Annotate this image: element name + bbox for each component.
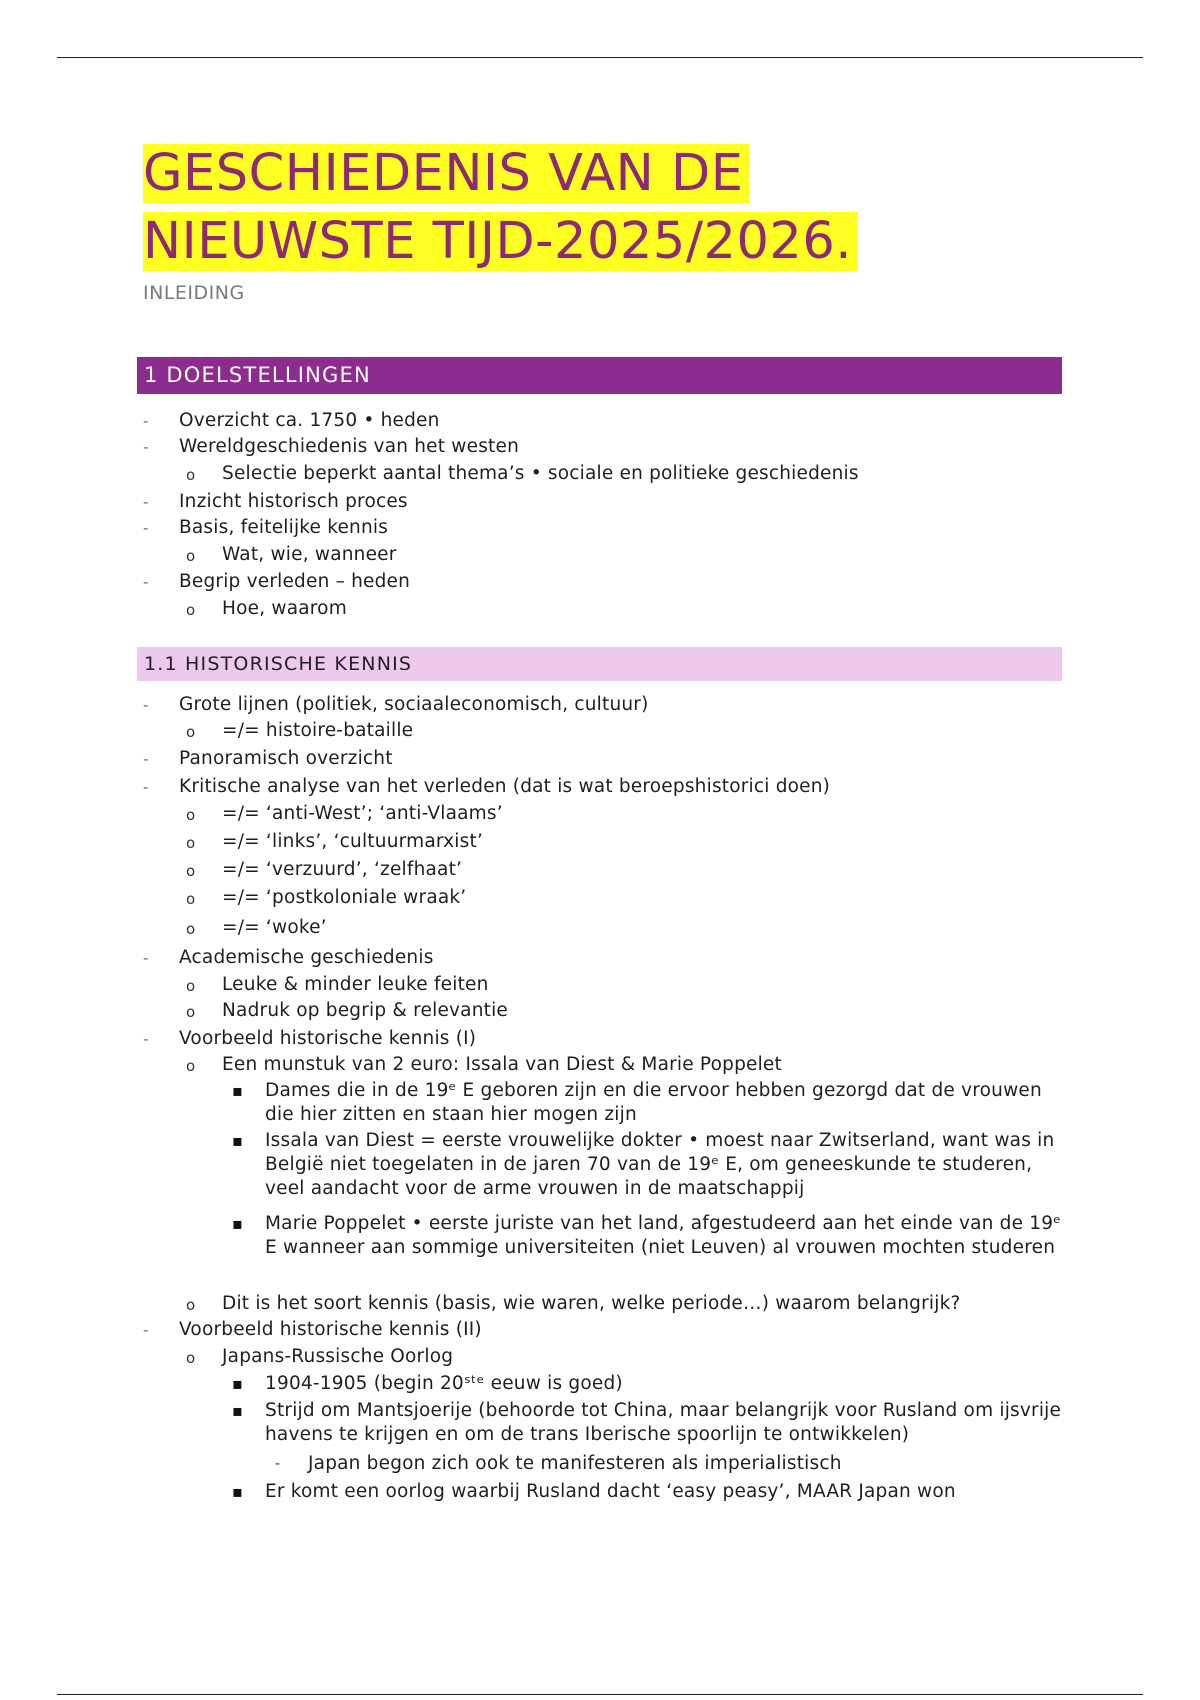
document-title xyxy=(143,140,858,276)
bullet-marker: o xyxy=(186,806,196,824)
bullet-marker: - xyxy=(143,519,149,537)
top-rule xyxy=(57,57,1143,58)
bullet-marker: ▪ xyxy=(232,1131,244,1150)
list-item: - Grote lijnen (politiek, sociaaleconomisch, cultuur) xyxy=(143,694,649,715)
list-item: o Een munstuk van 2 euro: Issala van Diest & Marie Poppelet xyxy=(222,1053,782,1077)
section-heading-historische-kennis: 1.1 HISTORISCHE KENNIS xyxy=(137,647,1062,681)
list-item: - Kritische analyse van het verleden (dat is wat beroepshistorici doen) xyxy=(143,776,831,797)
bullet-marker: - xyxy=(143,1321,149,1339)
list-item: ▪ Er komt een oorlog waarbij Rusland dacht ‘easy peasy’, MAAR Japan won xyxy=(232,1481,956,1502)
bullet-marker: o xyxy=(186,920,196,938)
bullet-marker: - xyxy=(143,949,149,967)
list-item: o =/= ‘verzuurd’, ‘zelfhaat’ xyxy=(222,858,462,882)
list-item: o =/= ‘woke’ xyxy=(222,916,327,940)
list-item: - Wereldgeschiedenis van het westen xyxy=(143,436,519,457)
bullet-marker: - xyxy=(143,778,149,796)
bullet-marker: o xyxy=(186,723,196,741)
list-item: ▪ Dames die in de 19ᵉ E geboren zijn en die ervoor hebben gezorgd dat de vrouwen die hier zitten en staan hier mogen zijn xyxy=(232,1080,1042,1125)
list-item: o Japans-Russische Oorlog xyxy=(222,1345,453,1369)
list-item: o Hoe, waarom xyxy=(222,597,347,621)
list-item: o Nadruk op begrip & relevantie xyxy=(222,999,508,1023)
section-heading-doelstellingen: 1 DOELSTELLINGEN xyxy=(137,357,1062,394)
title-line-2: NIEUWSTE TIJD-2025/2026. xyxy=(143,212,858,271)
list-item: - Voorbeeld historische kennis (II) xyxy=(143,1319,482,1340)
bullet-marker: o xyxy=(186,1057,196,1075)
list-item: - Japan begon zich ook te manifesteren als imperialistisch xyxy=(275,1453,842,1474)
list-item: ▪ Marie Poppelet • eerste juriste van het land, afgestudeerd aan het einde van de 19ᵉ E wanneer aan sommige universiteiten (niet Leuven) al vrouwen mochten studeren xyxy=(232,1213,1062,1258)
list-item: ▪ Strijd om Mantsjoerije (behoorde tot China, maar belangrijk voor Rusland om ijsvrije havens te krijgen en om de trans Iberische spoorlijn te ontwikkelen) xyxy=(232,1400,1062,1445)
bullet-marker: ▪ xyxy=(232,1374,244,1393)
bullet-marker: ▪ xyxy=(232,1401,244,1420)
list-item: - Begrip verleden – heden xyxy=(143,571,411,592)
bullet-marker: o xyxy=(186,977,196,995)
list-item: o Selectie beperkt aantal thema’s • sociale en politieke geschiedenis xyxy=(222,462,859,486)
bullet-marker: ▪ xyxy=(232,1081,244,1100)
list-item: o =/= ‘postkoloniale wraak’ xyxy=(222,886,466,910)
bottom-rule xyxy=(57,1694,1143,1695)
bullet-marker: o xyxy=(186,890,196,908)
bullet-marker: o xyxy=(186,862,196,880)
list-item: - Voorbeeld historische kennis (I) xyxy=(143,1028,477,1049)
bullet-marker: - xyxy=(143,696,149,714)
bullet-marker: - xyxy=(143,750,149,768)
bullet-marker: o xyxy=(186,1349,196,1367)
list-item: - Overzicht ca. 1750 • heden xyxy=(143,410,440,431)
list-item: o Leuke & minder leuke feiten xyxy=(222,973,489,997)
list-item: o =/= ‘anti-West’; ‘anti-Vlaams’ xyxy=(222,802,503,826)
bullet-marker: o xyxy=(186,1296,196,1314)
list-item: - Academische geschiedenis xyxy=(143,947,434,968)
bullet-marker: o xyxy=(186,834,196,852)
bullet-marker: - xyxy=(143,493,149,511)
list-item: o Wat, wie, wanneer xyxy=(222,543,397,567)
list-item: - Basis, feitelijke kennis xyxy=(143,517,389,538)
list-item: - Panoramisch overzicht xyxy=(143,748,393,769)
title-line-1: GESCHIEDENIS VAN DE xyxy=(143,144,749,203)
bullet-marker: o xyxy=(186,466,196,484)
bullet-marker: - xyxy=(143,412,149,430)
bullet-marker: ▪ xyxy=(232,1482,244,1501)
list-item: o =/= ‘links’, ‘cultuurmarxist’ xyxy=(222,830,483,854)
list-item: ▪ Issala van Diest = eerste vrouwelijke dokter • moest naar Zwitserland, want was in België niet toegelaten in de jaren 70 van de 19ᵉ E, om geneeskunde te studeren, veel aandacht voor de arme vrouwen in de maatschappij xyxy=(232,1130,1055,1199)
bullet-marker: - xyxy=(143,573,149,591)
list-item: o Dit is het soort kennis (basis, wie waren, welke periode…) waarom belangrijk? xyxy=(222,1292,961,1316)
bullet-marker: - xyxy=(143,1030,149,1048)
bullet-marker: - xyxy=(143,438,149,456)
bullet-marker: o xyxy=(186,1003,196,1021)
list-item: - Inzicht historisch proces xyxy=(143,491,408,512)
bullet-marker: o xyxy=(186,547,196,565)
list-item: ▪ 1904-1905 (begin 20ˢᵗᵉ eeuw is goed) xyxy=(232,1373,623,1394)
document-subtitle: INLEIDING xyxy=(143,282,245,304)
bullet-marker: - xyxy=(275,1456,281,1472)
list-item: o =/= histoire-bataille xyxy=(222,719,413,743)
bullet-marker: o xyxy=(186,601,196,619)
bullet-marker: ▪ xyxy=(232,1214,244,1233)
